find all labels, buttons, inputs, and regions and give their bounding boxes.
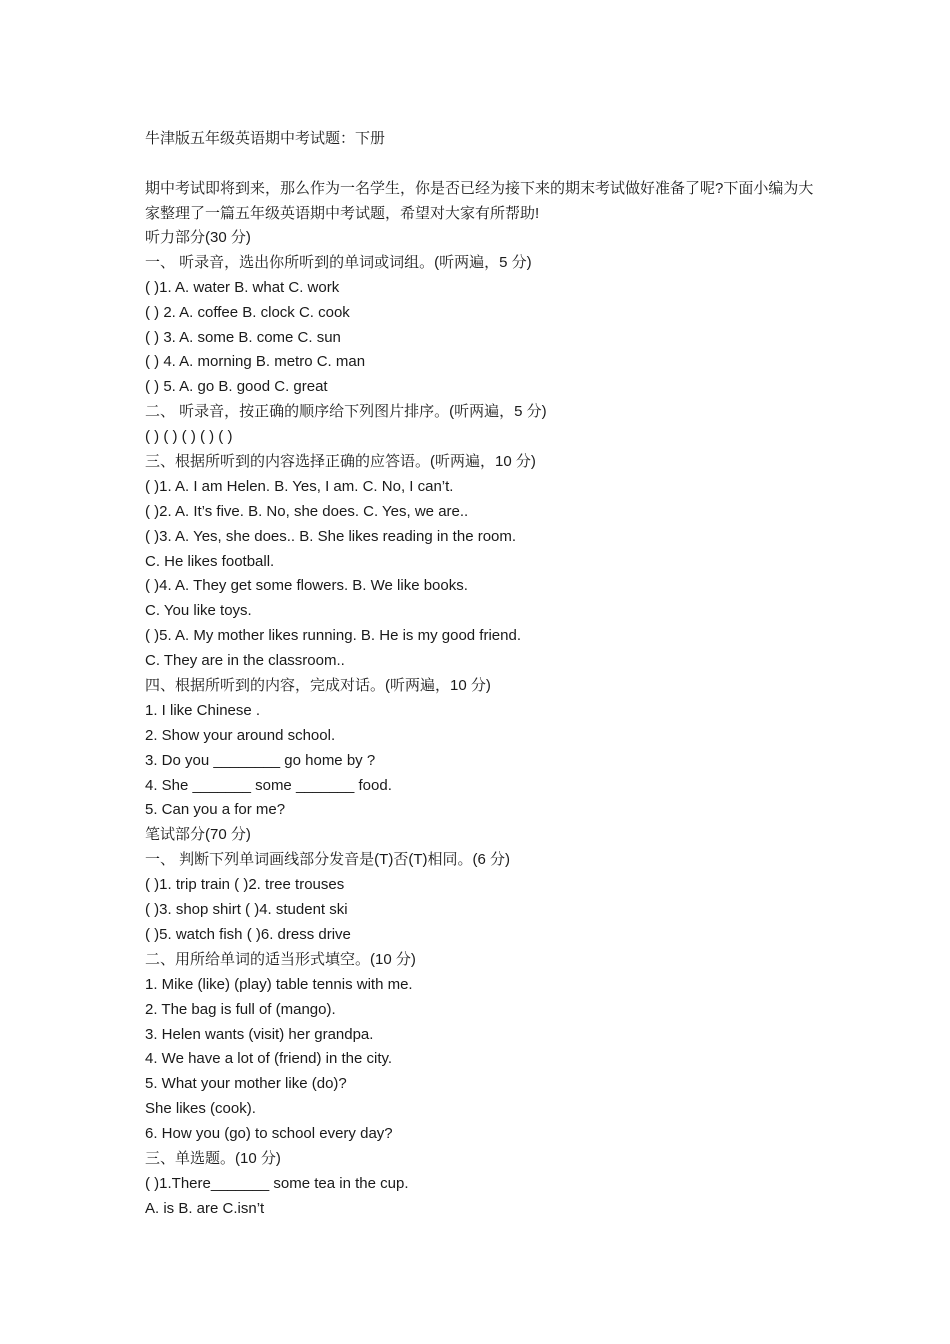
text-line: C. You like toys. bbox=[145, 602, 252, 620]
text-line: ( ) 4. A. morning B. metro C. man bbox=[145, 353, 366, 371]
text-line: ( )1. A. water B. what C. work bbox=[145, 278, 340, 296]
text-line: A. is B. are C.isn’t bbox=[145, 1199, 265, 1217]
text-line: ( ) 2. A. coffee B. clock C. cook bbox=[145, 303, 350, 321]
document-body bbox=[145, 126, 815, 1222]
document-title: 牛津版五年级英语期中考试题：下册 bbox=[145, 130, 386, 147]
text-line: 6. How you (go) to school every day? bbox=[145, 1125, 393, 1143]
text-line: 笔试部分(70 分) bbox=[145, 826, 251, 844]
text-line: ( )5. watch fish ( )6. dress drive bbox=[145, 925, 351, 943]
text-line: ( )5. A. My mother likes running. B. He is my good friend. bbox=[145, 627, 521, 645]
text-line: 2. The bag is full of (mango). bbox=[145, 1000, 336, 1018]
text-line: ( )1.There_______ some tea in the cup. bbox=[145, 1174, 409, 1192]
text-line: 二、用所给单词的适当形式填空。(10 分) bbox=[145, 950, 416, 968]
question-list bbox=[145, 226, 815, 1222]
text-line: ( )3. A. Yes, she does.. B. She likes reading in the room. bbox=[145, 527, 517, 545]
text-line: 一、 听录音，选出你所听到的单词或词组。(听两遍，5 分) bbox=[145, 253, 532, 271]
text-line: ( ) 3. A. some B. come C. sun bbox=[145, 328, 341, 346]
text-line: 二、 听录音，按正确的顺序给下列图片排序。(听两遍，5 分) bbox=[145, 403, 547, 421]
text-line: ( )1. trip train ( )2. tree trouses bbox=[145, 876, 345, 894]
text-line: She likes (cook). bbox=[145, 1100, 256, 1118]
text-line: ( )1. A. I am Helen. B. Yes, I am. C. No, I can’t. bbox=[145, 477, 454, 495]
text-line: 三、单选题。(10 分) bbox=[145, 1149, 281, 1167]
text-line: 三、根据所听到的内容选择正确的应答语。(听两遍，10 分) bbox=[145, 453, 536, 471]
text-line: 2. Show your around school. bbox=[145, 726, 336, 744]
text-line: 5. What your mother like (do)? bbox=[145, 1075, 347, 1093]
text-line: 听力部分(30 分) bbox=[145, 229, 251, 246]
text-line: 4. We have a lot of (friend) in the city. bbox=[145, 1050, 393, 1068]
text-line: ( ) ( ) ( ) ( ) ( ) bbox=[145, 428, 233, 446]
text-line: 四、根据所听到的内容，完成对话。(听两遍，10 分) bbox=[145, 677, 491, 695]
text-line: ( ) 5. A. go B. good C. great bbox=[145, 378, 328, 396]
text-line: C. He likes football. bbox=[145, 552, 275, 570]
document-intro: 期中考试即将到来，那么作为一名学生，你是否已经为接下来的期末考试做好准备了呢?下面小编为大家整理了一篇五年级英语期中考试题，希望对大家有所帮助! bbox=[145, 180, 814, 222]
text-line: 5. Can you a for me? bbox=[145, 801, 286, 819]
text-line: ( )3. shop shirt ( )4. student ski bbox=[145, 901, 348, 919]
text-line: 一、 判断下列单词画线部分发音是(T)否(T)相同。(6 分) bbox=[145, 851, 510, 869]
text-line: 3. Helen wants (visit) her grandpa. bbox=[145, 1025, 374, 1043]
text-line: 4. She _______ some _______ food. bbox=[145, 776, 392, 794]
text-line: ( )2. A. It’s five. B. No, she does. C. Yes, we are.. bbox=[145, 502, 469, 520]
text-line: 1. Mike (like) (play) table tennis with me. bbox=[145, 975, 413, 993]
text-line: 3. Do you ________ go home by ? bbox=[145, 751, 376, 769]
text-line: ( )4. A. They get some flowers. B. We like books. bbox=[145, 577, 468, 595]
text-line: C. They are in the classroom.. bbox=[145, 652, 345, 670]
text-line: 1. I like Chinese . bbox=[145, 701, 261, 719]
